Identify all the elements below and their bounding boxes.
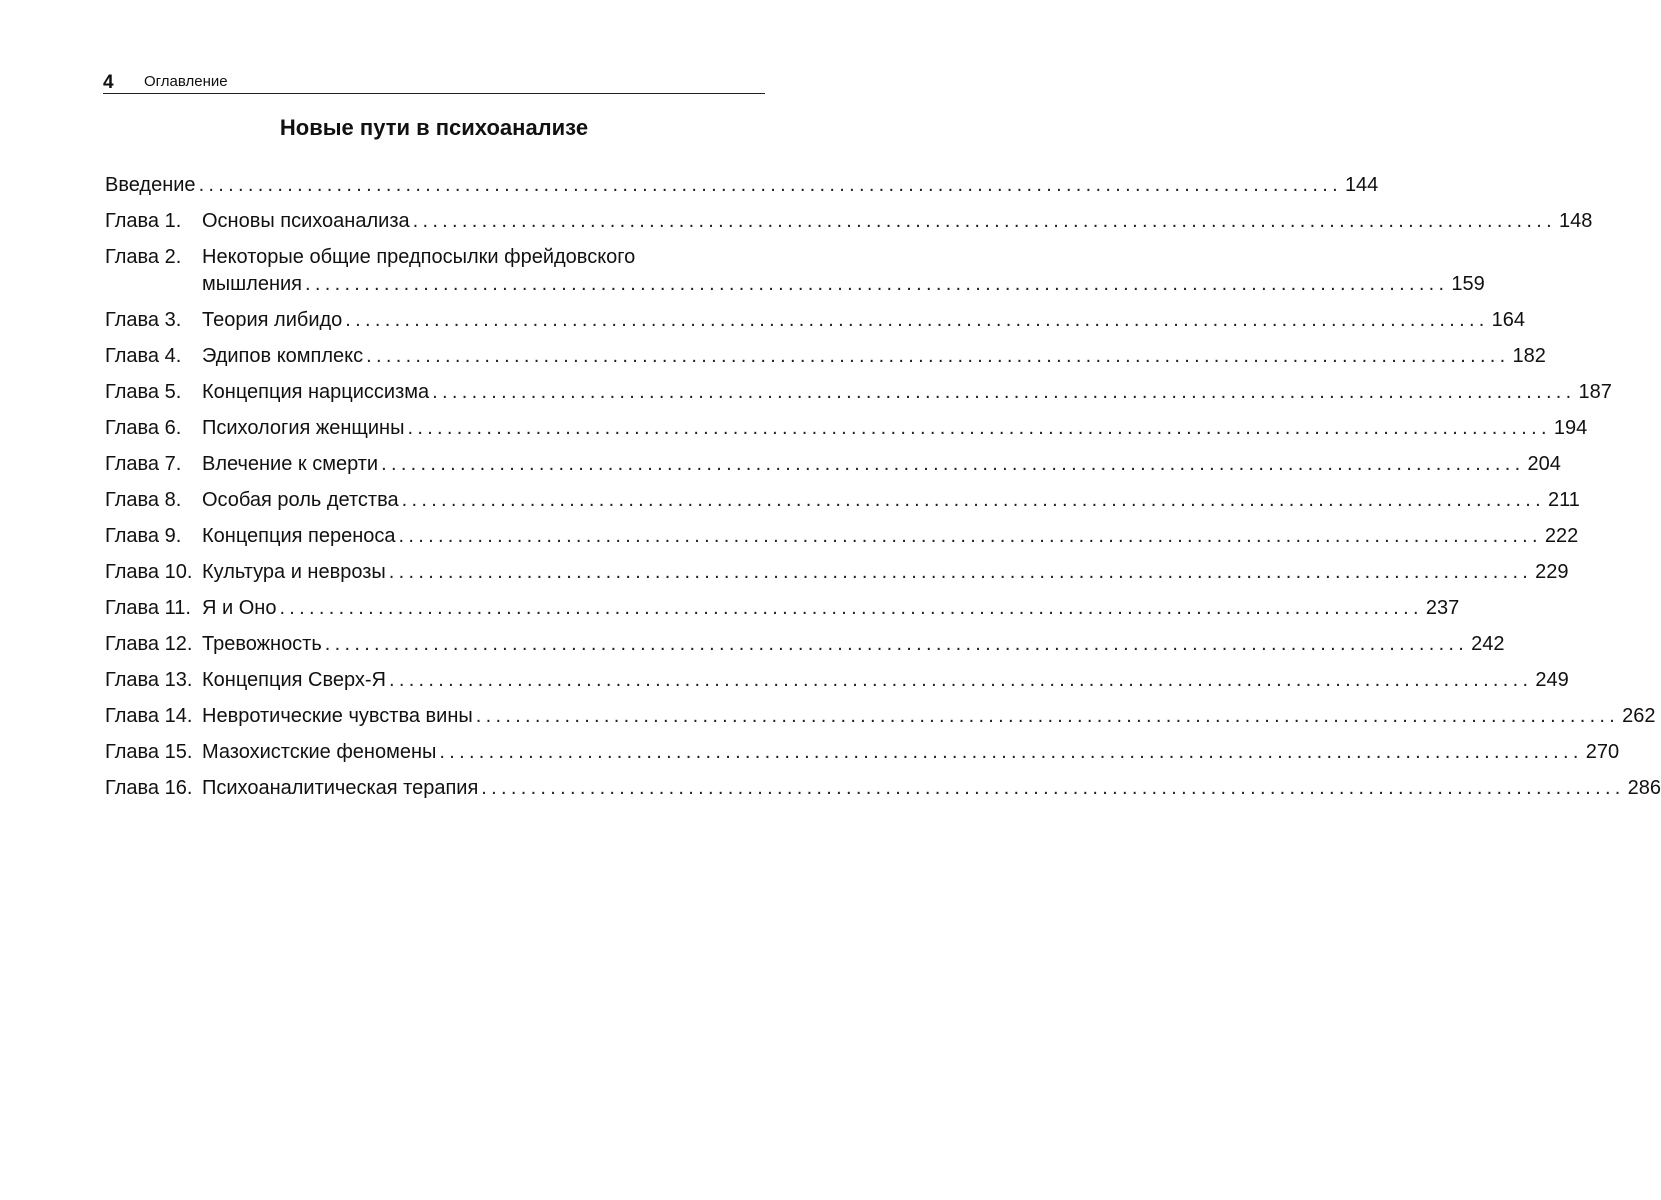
toc-entry-chapter-13[interactable] bbox=[105, 667, 1569, 694]
toc-page-number: 222 bbox=[1544, 525, 1579, 547]
toc-entry-text: Концепция Сверх-Я bbox=[202, 669, 386, 691]
toc-entry-text: Концепция нарциссизма bbox=[202, 381, 430, 403]
toc-entry-chapter-8[interactable] bbox=[105, 487, 1580, 514]
toc-entry-text: Теория либидо bbox=[202, 309, 343, 331]
toc-chapter-label: Глава 2. bbox=[105, 246, 182, 268]
toc-entry-chapter-1[interactable] bbox=[105, 208, 1593, 235]
toc-entry-text: Концепция переноса bbox=[202, 525, 396, 547]
dot-leader: .................................................................................................................... bbox=[475, 705, 1620, 727]
dot-leader: .................................................................................................................... bbox=[439, 741, 1583, 763]
dot-leader: .................................................................................................................... bbox=[432, 381, 1576, 403]
running-head bbox=[103, 70, 765, 94]
toc-entry-text: Особая роль детства bbox=[202, 489, 399, 511]
toc-page-number: 262 bbox=[1622, 705, 1656, 727]
toc-entry-text: мышления bbox=[202, 273, 303, 295]
toc-page-number: 144 bbox=[1344, 174, 1379, 196]
dot-leader: .................................................................................................................... bbox=[324, 633, 1469, 655]
toc-chapter-label: Глава 11. bbox=[105, 597, 191, 619]
toc-entry-chapter-14[interactable] bbox=[105, 703, 1656, 730]
toc-entry-text: Мазохистские феномены bbox=[202, 741, 437, 763]
toc-page-number: 211 bbox=[1548, 489, 1580, 511]
toc-chapter-label: Глава 1. bbox=[105, 210, 182, 232]
toc-entry-chapter-4[interactable] bbox=[105, 343, 1546, 370]
page-title: Новые пути в психоанализе bbox=[279, 115, 589, 140]
toc-entry-text: Влечение к смерти bbox=[202, 453, 379, 475]
toc-entry-chapter-16[interactable] bbox=[105, 775, 1661, 802]
dot-leader: .................................................................................................................... bbox=[412, 210, 1556, 232]
dot-leader: .................................................................................................................... bbox=[388, 561, 1533, 583]
dot-leader: .................................................................................................................... bbox=[366, 345, 1510, 367]
running-head-section: Оглавление bbox=[144, 73, 228, 90]
toc-entry-text: Эдипов комплекс bbox=[202, 345, 364, 367]
dot-leader: .................................................................................................................... bbox=[305, 273, 1449, 295]
toc-page-number: 164 bbox=[1491, 309, 1526, 331]
toc-entry-text: Основы психоанализа bbox=[202, 210, 410, 232]
toc-entry-chapter-5[interactable] bbox=[105, 379, 1612, 406]
toc-page-number: 194 bbox=[1553, 417, 1588, 439]
dot-leader: .................................................................................................................... bbox=[388, 669, 1533, 691]
toc-entry-chapter-12[interactable] bbox=[105, 631, 1505, 658]
toc-entry-chapter-6[interactable] bbox=[105, 415, 1588, 442]
toc-page-number: 249 bbox=[1535, 669, 1569, 691]
toc-chapter-label: Глава 13. bbox=[105, 669, 193, 691]
toc-entry-chapter-9[interactable] bbox=[105, 523, 1579, 550]
dot-leader: .................................................................................................................... bbox=[279, 597, 1423, 619]
toc-chapter-label: Глава 9. bbox=[105, 525, 182, 547]
toc-page-number: 204 bbox=[1527, 453, 1561, 475]
dot-leader: .................................................................................................................... bbox=[345, 309, 1489, 331]
toc-page-number: 286 bbox=[1627, 777, 1661, 799]
toc-page-number: 242 bbox=[1471, 633, 1505, 655]
toc-chapter-label: Глава 4. bbox=[105, 345, 182, 367]
toc-page-number: 237 bbox=[1425, 597, 1460, 619]
toc-entry-text: Невротические чувства вины bbox=[202, 705, 473, 727]
table-of-contents bbox=[105, 172, 1661, 811]
toc-chapter-label: Глава 10. bbox=[105, 561, 193, 583]
toc-chapter-label: Глава 6. bbox=[105, 417, 182, 439]
toc-chapter-label: Глава 12. bbox=[105, 633, 193, 655]
toc-entry-chapter-7[interactable] bbox=[105, 451, 1561, 478]
toc-page-number: 270 bbox=[1585, 741, 1620, 763]
toc-entry-text: Культура и неврозы bbox=[202, 561, 386, 583]
dot-leader: .................................................................................................................... bbox=[381, 453, 1525, 475]
toc-chapter-label: Глава 5. bbox=[105, 381, 182, 403]
toc-page-number: 182 bbox=[1512, 345, 1546, 367]
toc-entry-text: Тревожность bbox=[202, 633, 322, 655]
toc-entry-chapter-3[interactable] bbox=[105, 307, 1526, 334]
toc-chapter-label: Глава 14. bbox=[105, 705, 193, 727]
toc-chapter-label: Глава 8. bbox=[105, 489, 182, 511]
dot-leader: .................................................................................................................... bbox=[198, 174, 1342, 196]
toc-chapter-label: Глава 3. bbox=[105, 309, 182, 331]
dot-leader: .................................................................................................................... bbox=[398, 525, 1542, 547]
toc-chapter-label: Глава 7. bbox=[105, 453, 182, 475]
page-number: 4 bbox=[103, 72, 114, 93]
toc-entry-text-line1: Некоторые общие предпосылки фрейдовского bbox=[202, 246, 636, 268]
toc-entry-intro[interactable] bbox=[105, 172, 1379, 199]
toc-entry-text: Психология женщины bbox=[202, 417, 405, 439]
toc-page-number: 159 bbox=[1451, 273, 1485, 295]
toc-page-number: 187 bbox=[1578, 381, 1612, 403]
toc-entry-chapter-11[interactable] bbox=[105, 595, 1460, 622]
toc-chapter-label: Глава 15. bbox=[105, 741, 193, 763]
toc-entry-text: Введение bbox=[105, 174, 196, 196]
dot-leader: .................................................................................................................... bbox=[407, 417, 1551, 439]
toc-entry-text: Я и Оно bbox=[202, 597, 277, 619]
toc-chapter-label: Глава 16. bbox=[105, 777, 193, 799]
toc-entry-text: Психоаналитическая терапия bbox=[202, 777, 479, 799]
toc-entry-chapter-10[interactable] bbox=[105, 559, 1569, 586]
toc-entry-chapter-15[interactable] bbox=[105, 739, 1620, 766]
toc-page-number: 229 bbox=[1535, 561, 1569, 583]
toc-entry-chapter-2[interactable] bbox=[105, 244, 1485, 298]
dot-leader: .................................................................................................................... bbox=[401, 489, 1545, 511]
dot-leader: .................................................................................................................... bbox=[481, 777, 1625, 799]
toc-page-number: 148 bbox=[1558, 210, 1593, 232]
